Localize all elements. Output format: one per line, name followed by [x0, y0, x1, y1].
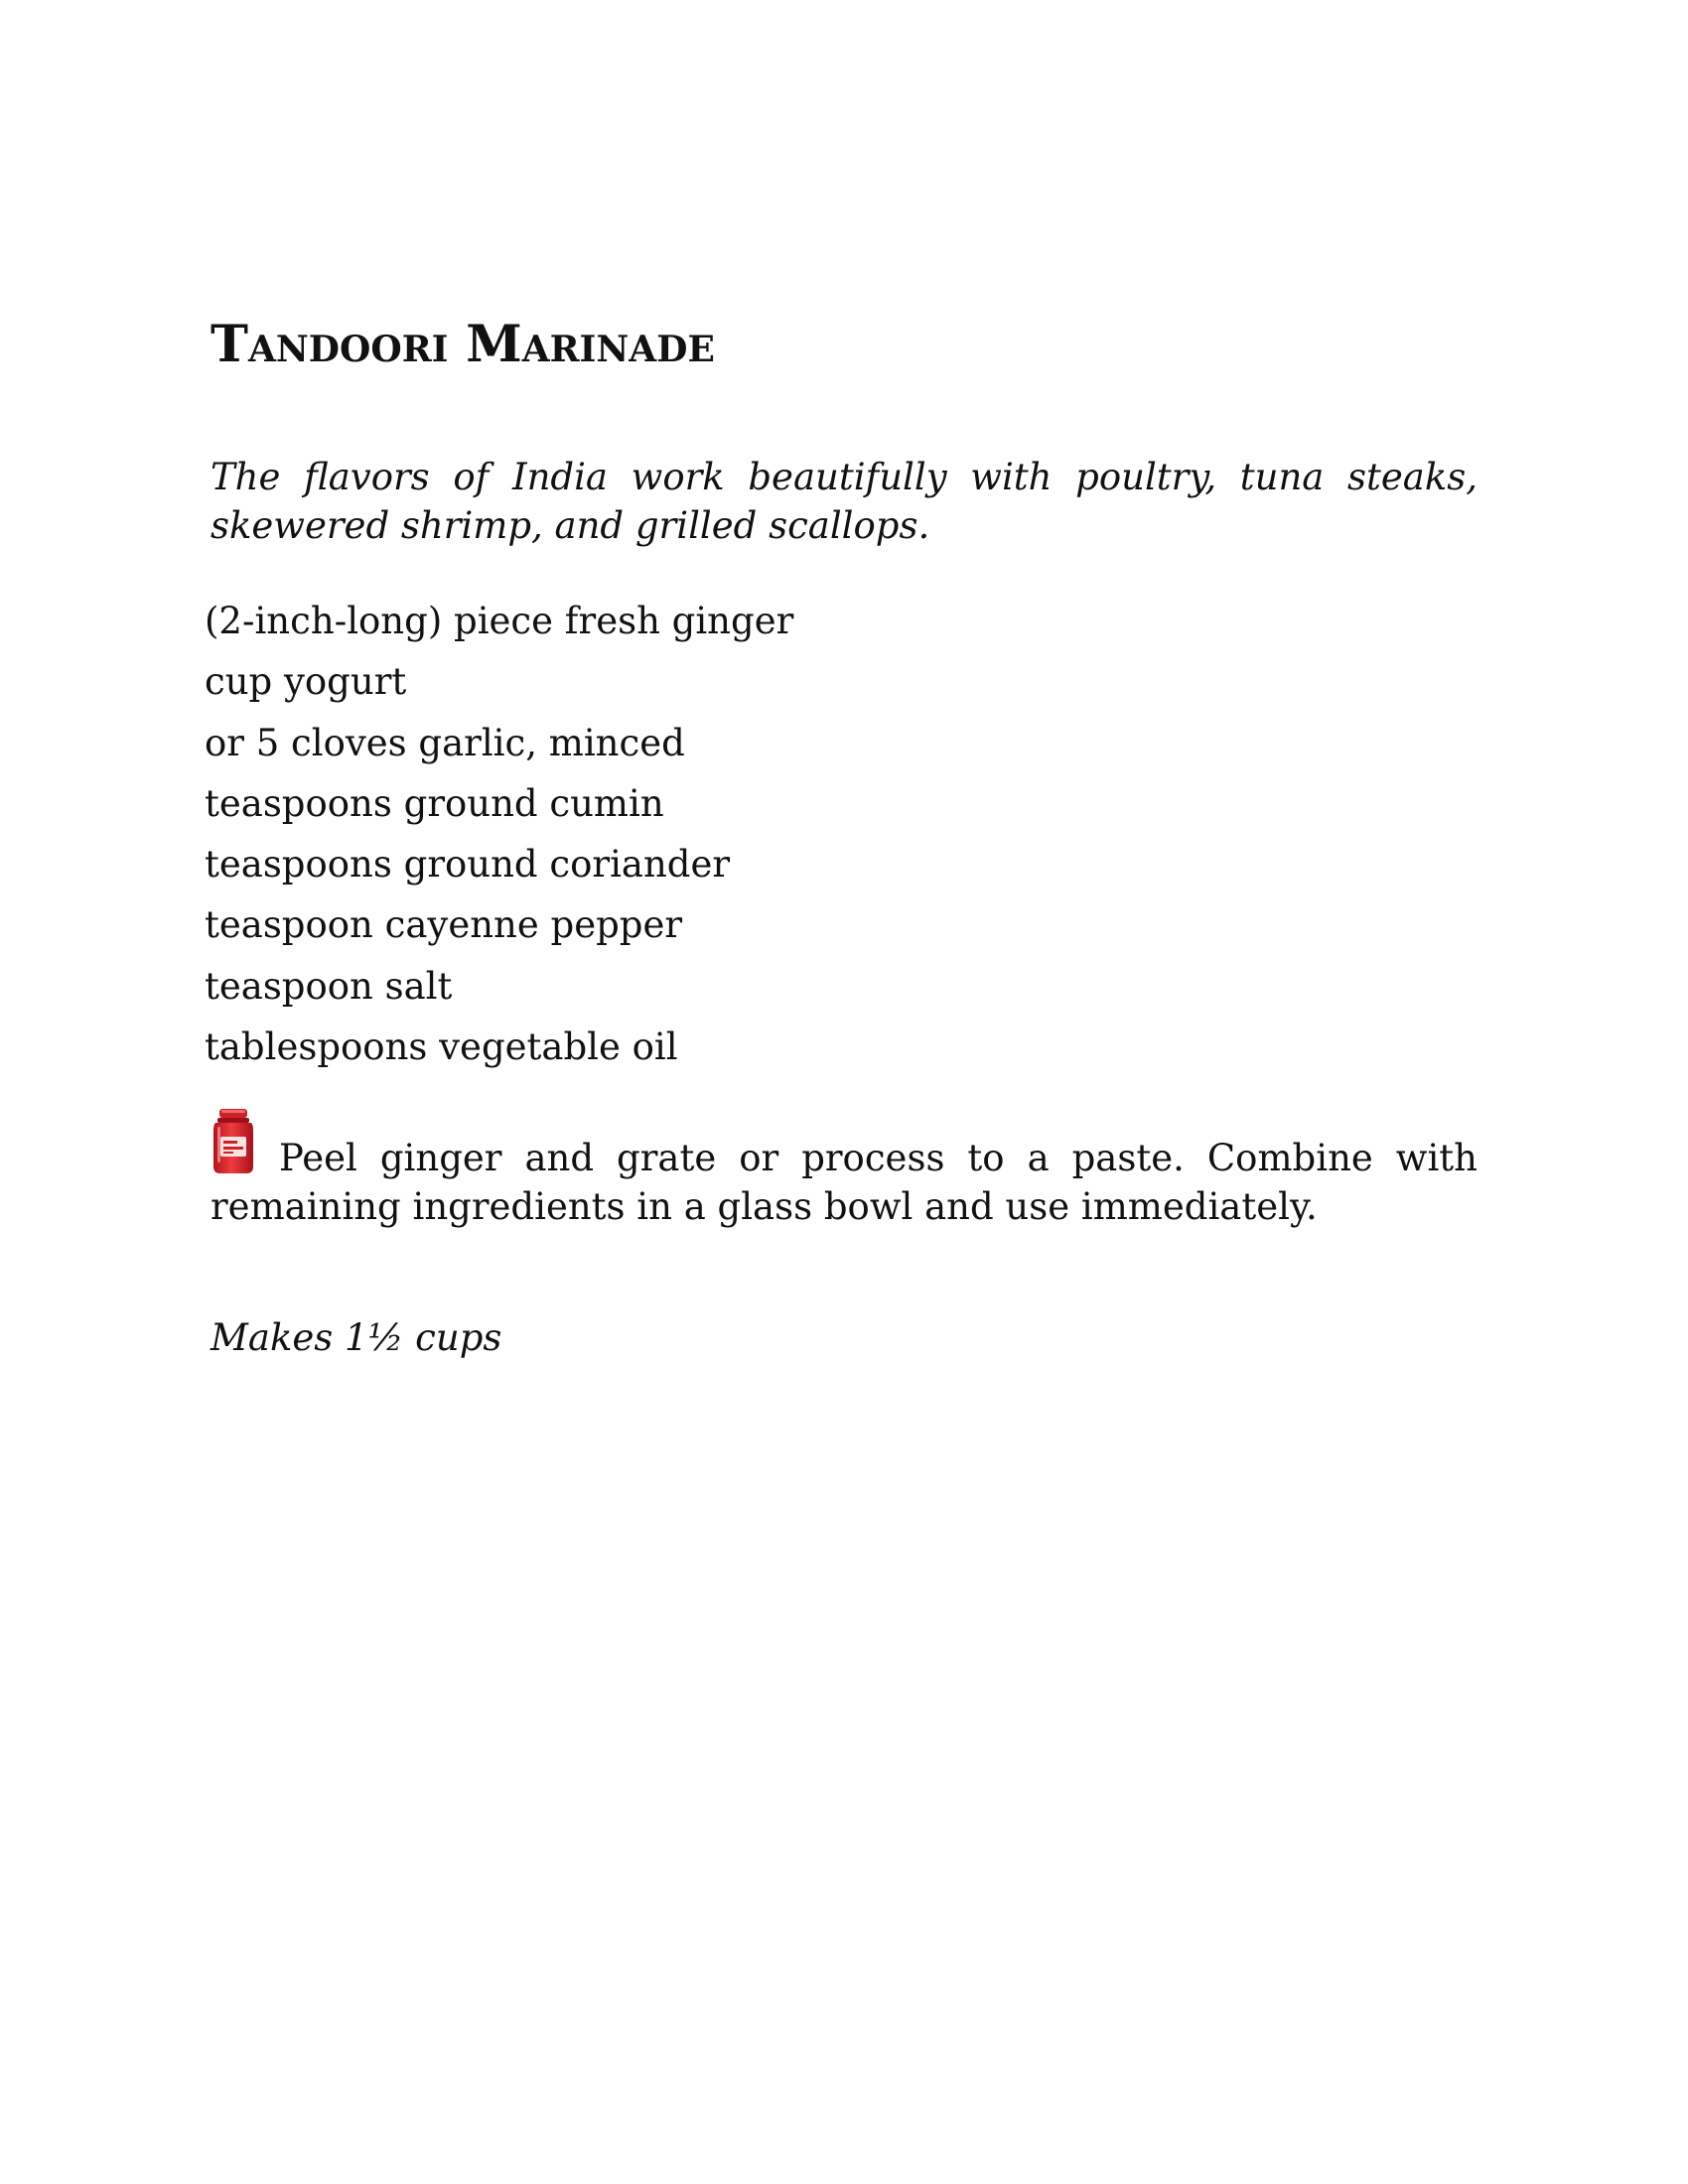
ingredient-item: teaspoon cayenne pepper: [205, 903, 683, 947]
ingredient-item: or 5 cloves garlic, minced: [205, 721, 685, 764]
recipe-title: Tandoori Marinade: [211, 315, 715, 374]
recipe-intro: The flavors of India work beautifully with poultry, tuna steaks, skewered shrimp, and grilled scallops.: [211, 456, 1477, 547]
ingredient-item: (2-inch-long) piece fresh ginger: [205, 600, 794, 642]
recipe-yield: Makes 1½ cups: [211, 1316, 502, 1359]
ingredient-item: tablespoons vegetable oil: [205, 1025, 678, 1069]
ingredient-list: [205, 591, 793, 1077]
ingredient-item: cup yogurt: [205, 660, 407, 704]
recipe-directions: Peel ginger and grate or process to a paste. Combine with remaining ingredients in a glass bowl and use immediately.: [211, 1137, 1477, 1228]
ingredient-item: teaspoons ground coriander: [205, 843, 731, 887]
ingredient-item: teaspoon salt: [205, 964, 453, 1008]
ingredient-item: teaspoons ground cumin: [205, 781, 664, 825]
